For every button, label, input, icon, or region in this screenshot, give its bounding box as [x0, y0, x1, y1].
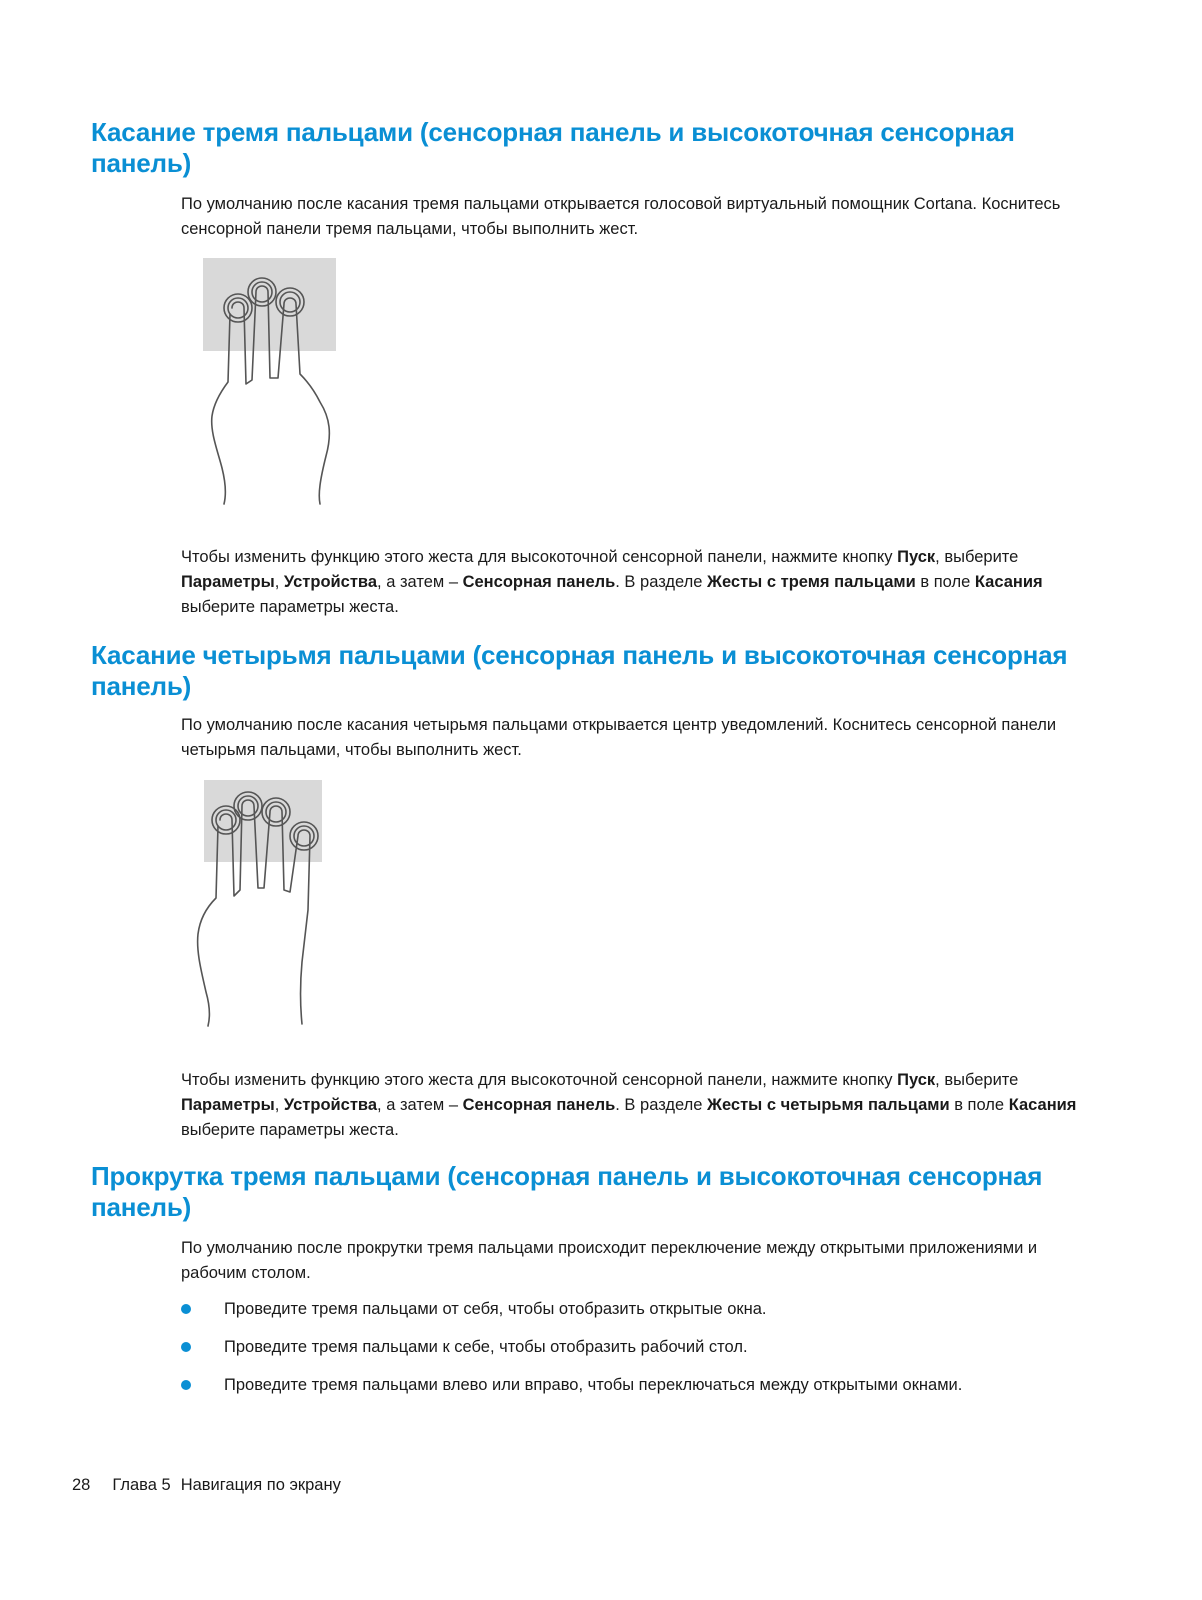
four-finger-tap-illustration	[190, 778, 330, 1028]
section-heading-four-finger-tap: Касание четырьмя пальцами (сенсорная панель и высокоточная сенсорная панель)	[91, 640, 1068, 701]
chapter-label: Глава 5	[112, 1476, 171, 1494]
list-item: Проведите тремя пальцами от себя, чтобы отобразить открытые окна.	[181, 1297, 1081, 1322]
chapter-title: Навигация по экрану	[180, 1476, 341, 1494]
section-intro-four-finger-tap: По умолчанию после касания четырьмя пальцами открывается центр уведомлений. Коснитесь сенсорной панели четырьмя пальцами, чтобы выполнить жест.	[181, 716, 1057, 759]
ui-term-touchpad: Сенсорная панель	[462, 1096, 616, 1114]
ui-term-taps: Касания	[1008, 1096, 1077, 1114]
page-number: 28	[72, 1476, 91, 1494]
ui-term-four-finger-gestures: Жесты с четырьмя пальцами	[707, 1096, 950, 1114]
ui-term-devices: Устройства	[283, 1096, 378, 1114]
ui-term-start: Пуск	[897, 1071, 936, 1089]
section-heading-three-finger-tap: Касание тремя пальцами (сенсорная панель и высокоточная сенсорная панель)	[91, 117, 1015, 178]
bullet-dot-icon	[181, 1380, 191, 1390]
three-finger-tap-illustration	[200, 256, 340, 506]
ui-term-taps: Касания	[974, 573, 1043, 591]
ui-term-settings: Параметры	[181, 573, 275, 591]
section-intro-three-finger-tap: По умолчанию после касания тремя пальцами открывается голосовой виртуальный помощник Cortana. Коснитесь сенсорной панели тремя пальцами, чтобы выполнить жест.	[181, 195, 1061, 238]
section-heading-three-finger-scroll: Прокрутка тремя пальцами (сенсорная панель и высокоточная сенсорная панель)	[91, 1161, 1043, 1222]
page-footer	[72, 1474, 341, 1496]
scroll-gesture-list	[181, 1297, 1081, 1411]
bullet-dot-icon	[181, 1304, 191, 1314]
list-item: Проведите тремя пальцами влево или вправо, чтобы переключаться между открытыми окнами.	[181, 1373, 1081, 1398]
section-intro-three-finger-scroll: По умолчанию после прокрутки тремя пальцами происходит переключение между открытыми приложениями и рабочим столом.	[181, 1239, 1038, 1282]
ui-term-three-finger-gestures: Жесты с тремя пальцами	[707, 573, 916, 591]
bullet-dot-icon	[181, 1342, 191, 1352]
ui-term-settings: Параметры	[181, 1096, 275, 1114]
section-instruction-four-finger-tap: Чтобы изменить функцию этого жеста для высокоточной сенсорной панели, нажмите кнопку Пуск, выберите Параметры, Устройства, а затем – Сенсорная панель. В разделе Жесты с четырьмя пальцами в поле Касания выберите параметры жеста.	[181, 1071, 1077, 1139]
list-item: Проведите тремя пальцами к себе, чтобы отобразить рабочий стол.	[181, 1335, 1081, 1360]
section-instruction-three-finger-tap: Чтобы изменить функцию этого жеста для высокоточной сенсорной панели, нажмите кнопку Пуск, выберите Параметры, Устройства, а затем – Сенсорная панель. В разделе Жесты с тремя пальцами в поле Касания выберите параметры жеста.	[181, 548, 1043, 616]
ui-term-touchpad: Сенсорная панель	[462, 573, 616, 591]
ui-term-devices: Устройства	[283, 573, 378, 591]
ui-term-start: Пуск	[897, 548, 936, 566]
